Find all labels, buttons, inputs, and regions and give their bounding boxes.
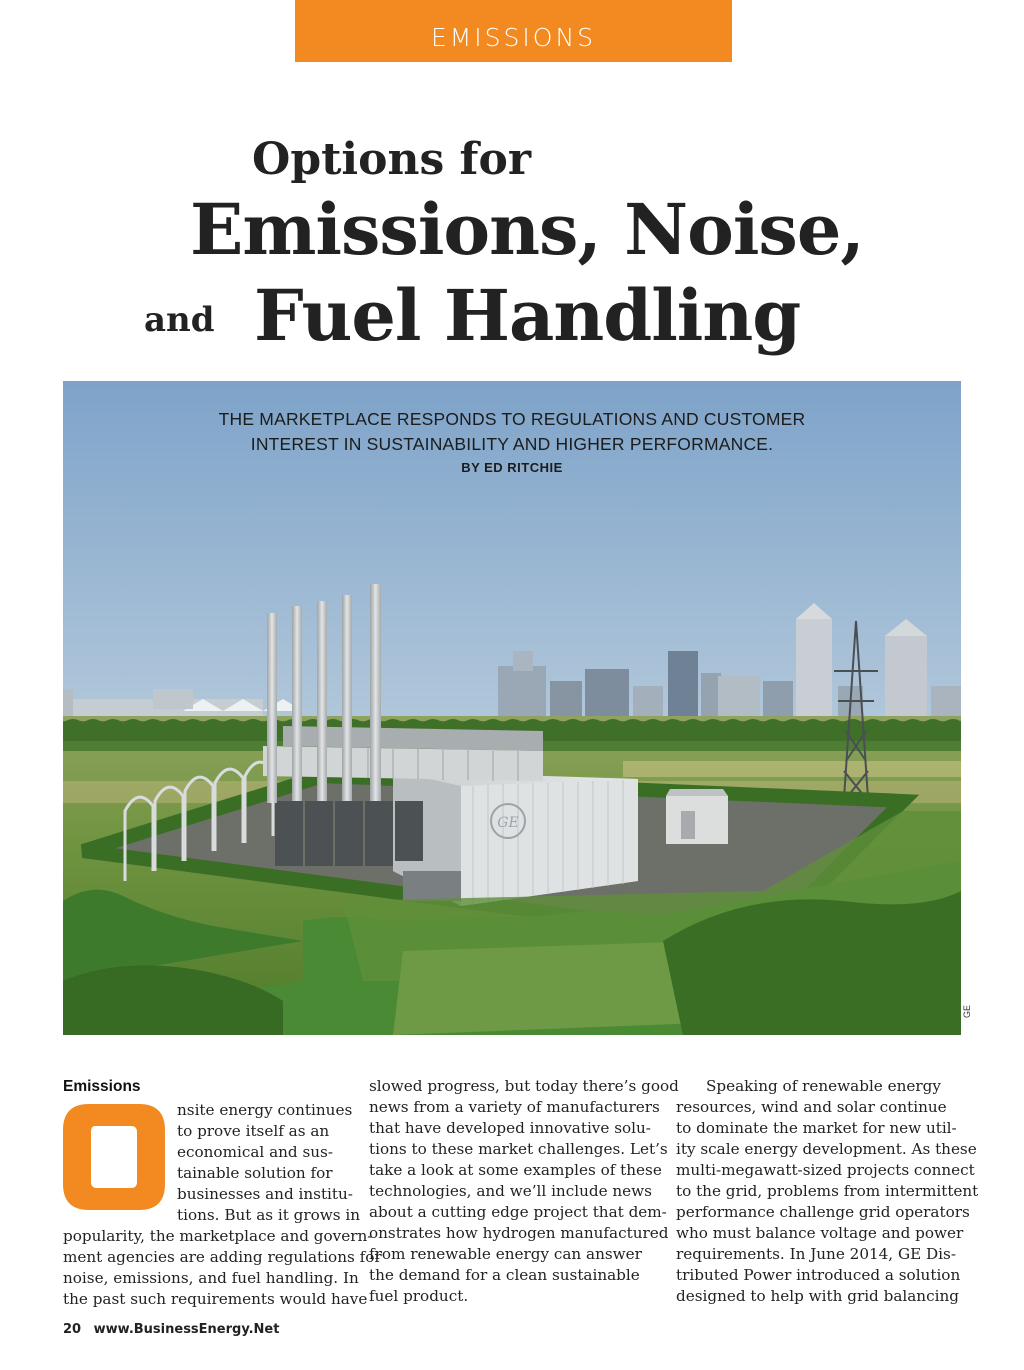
body-column-1: [63, 1076, 382, 1310]
deck-line-2: INTEREST IN SUSTAINABILITY AND HIGHER PERFORMANCE.: [250, 434, 774, 454]
utility-shed: [666, 789, 728, 844]
col2-text: slowed progress, but today there’s good news from a variety of manufacturers that have developed innovative solu- tions to these market challenges. Let’s take a look at some examples of these technologies, and we’ll include news about a cutting edge project that dem- onstrates how hydrogen manufactured from renewable energy can answer the demand for a clean sustainable fuel product.: [369, 1077, 679, 1305]
section-subhead: Emissions: [63, 1078, 141, 1095]
col1-text: nsite energy continues to prove itself as an economical and sus- tainable solution for businesses and institu- tions. But as it grows in popularity, the marketplace and govern- ment agencies are adding regulations for noise, emissions, and fuel handling. In the past such requirements would have: [63, 1101, 382, 1308]
page-footer: [63, 1322, 279, 1337]
headline-line-2: Emissions, Noise,: [190, 188, 864, 271]
article-deck: [63, 407, 961, 475]
headline-line-3-small: and: [144, 300, 215, 340]
dropcap: [63, 1104, 165, 1210]
deck-line-1: THE MARKETPLACE RESPONDS TO REGULATIONS AND CUSTOMER: [218, 409, 806, 429]
dropcap-glyph: [63, 1104, 165, 1210]
col3-text: Speaking of renewable energy resources, wind and solar continue to dominate the market for new util- ity scale energy development. As these multi-megawatt-sized projects connect to the grid, problems from intermittent performance challenge grid operators who must balance voltage and power requirements. In June 2014, GE Dis- tributed Power introduced a solution designed to help with grid balancing: [676, 1077, 979, 1305]
headline-line-3-large: Fuel Handling: [254, 274, 801, 357]
body-column-2: [369, 1076, 679, 1307]
page-number: 20: [63, 1322, 82, 1337]
ge-logo-text: GE: [497, 815, 519, 831]
hero-illustration: [63, 381, 961, 1035]
footer-url[interactable]: www.BusinessEnergy.Net: [93, 1322, 280, 1337]
power-plant-illustration: [63, 381, 961, 1035]
headline: [0, 0, 1024, 370]
body-column-3: [676, 1076, 979, 1307]
byline: BY ED RITCHIE: [461, 460, 563, 475]
photo-credit: GE: [962, 1004, 972, 1018]
headline-line-1: Options for: [252, 134, 532, 185]
section-tab: EMISSIONS: [295, 0, 732, 62]
